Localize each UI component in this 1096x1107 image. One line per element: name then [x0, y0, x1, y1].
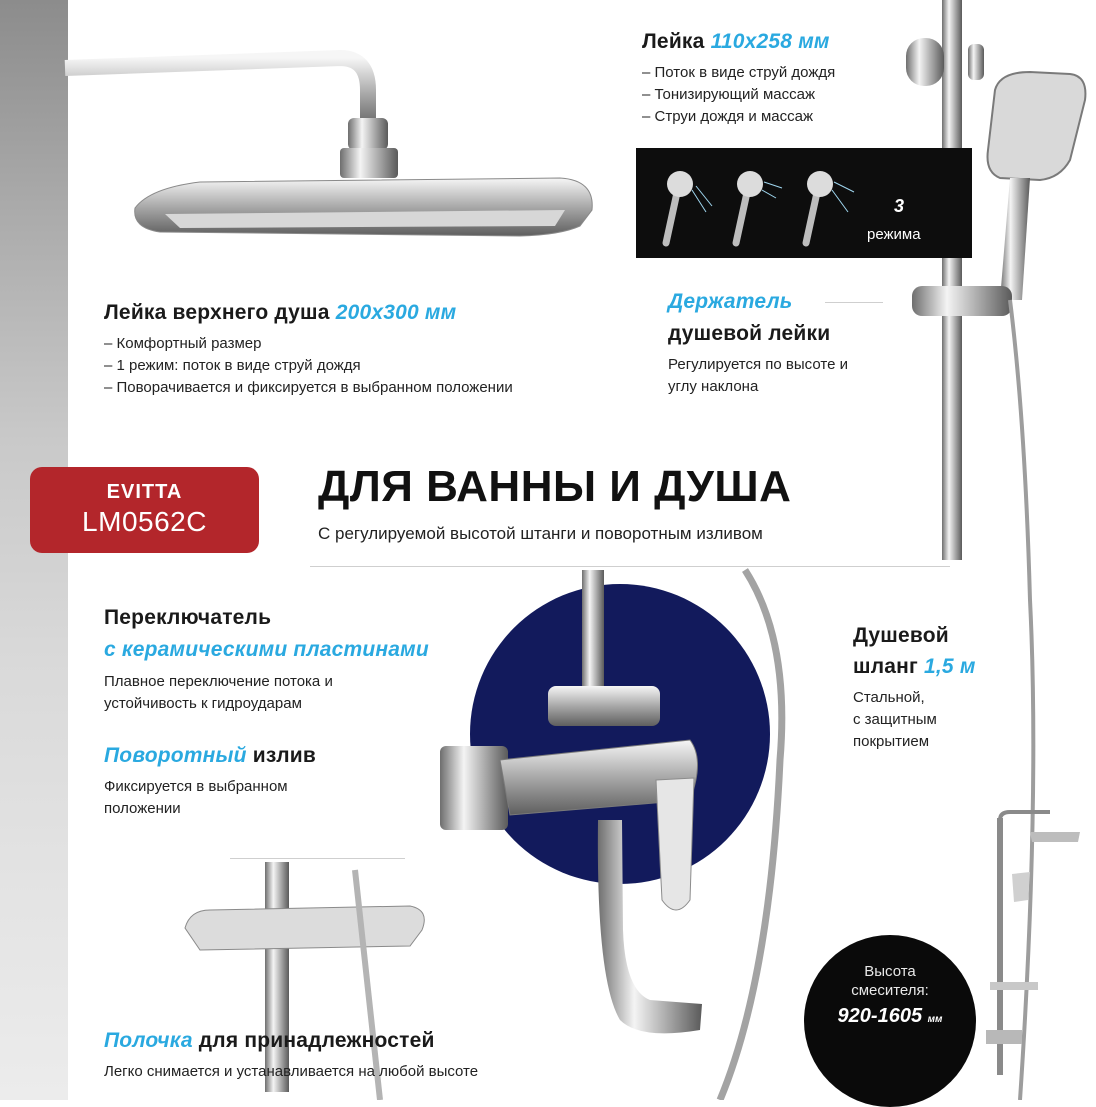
height-value-row: [804, 1005, 976, 1028]
wall-flange: [440, 746, 508, 830]
overhead-arm: [65, 58, 368, 130]
spout-desc-line: положении: [104, 800, 181, 817]
headline-divider: [310, 566, 950, 567]
accessory-shelf: [185, 906, 424, 950]
hose-length: 1,5 м: [924, 655, 976, 678]
holder-title: душевой лейки: [668, 322, 831, 345]
spout-desc-line: Фиксируется в выбранном: [104, 778, 288, 795]
modes-label: режима: [867, 226, 921, 243]
holder-divider: [825, 302, 883, 303]
switch-title: Переключатель: [104, 606, 272, 629]
holder-description: [668, 354, 848, 398]
hand-shower-features: [642, 62, 835, 128]
modes-count: 3: [894, 196, 905, 216]
shelf-title-accent: Полочка: [104, 1029, 193, 1052]
head-shower-size: 200x300 мм: [335, 301, 457, 324]
hose-desc-line: с защитным: [853, 711, 937, 728]
switch-desc-line: Плавное переключение потока и: [104, 673, 333, 690]
height-label-1: Высота: [864, 963, 916, 980]
head-shower-title-text: Лейка верхнего душа: [104, 301, 330, 324]
model-number: LM0562C: [82, 506, 207, 537]
height-value: 920-1605: [837, 1005, 923, 1027]
hose-title-line1: Душевой: [853, 624, 949, 647]
head-shower-title: [104, 301, 456, 325]
shelf-description: Легко снимается и устанавливается на любой высоте: [104, 1063, 479, 1080]
shelf-title: [104, 1029, 435, 1053]
shelf-title-text: для принадлежностей: [198, 1029, 435, 1052]
height-badge: [804, 935, 976, 1107]
feature-item: – 1 режим: поток в виде струй дождя: [104, 357, 361, 374]
feature-item: – Поток в виде струй дождя: [642, 64, 836, 81]
page-title: ДЛЯ ВАННЫ И ДУША: [318, 462, 792, 511]
height-label-2: смесителя:: [851, 982, 929, 999]
feature-item: – Комфортный размер: [104, 335, 262, 352]
spout-description: [104, 776, 288, 820]
hand-shower-title: [642, 30, 830, 54]
shelf-divider: [230, 858, 405, 859]
hose-desc-line: покрытием: [853, 733, 930, 750]
hand-shower-title-text: Лейка: [642, 30, 705, 53]
height-unit: мм: [927, 1014, 943, 1025]
spout-title-text: излив: [252, 744, 316, 767]
shower-holder: [912, 286, 1012, 316]
mixer-lever: [656, 778, 694, 910]
feature-item: – Тонизирующий массаж: [642, 86, 815, 103]
holder-title-accent: Держатель: [668, 290, 793, 313]
brand-badge: [30, 467, 259, 553]
head-shower-features: [104, 333, 513, 399]
diverter-switch: [548, 686, 660, 726]
hose-title-line2: [853, 655, 976, 679]
hand-shower-size: 110x258 мм: [710, 30, 830, 53]
switch-desc-line: устойчивость к гидроударам: [104, 695, 302, 712]
switch-description: [104, 671, 333, 715]
page-subtitle: С регулируемой высотой штанги и поворотным изливом: [318, 524, 763, 543]
spout-title: [104, 744, 316, 768]
feature-item: – Поворачивается и фиксируется в выбранном положении: [104, 379, 513, 396]
hose-title-text: шланг: [853, 655, 918, 678]
holder-desc-line: Регулируется по высоте и: [668, 356, 848, 373]
spray-modes-icons: [636, 148, 972, 258]
feature-item: – Струи дождя и массаж: [642, 108, 814, 125]
shower-hose: [720, 570, 782, 1100]
brand-name: EVITTA: [106, 481, 183, 503]
riser-bar: [942, 0, 962, 560]
arm-joint: [348, 118, 388, 150]
hose-desc-line: Стальной,: [853, 689, 925, 706]
spout-title-accent: Поворотный: [104, 744, 247, 767]
holder-desc-line: углу наклона: [668, 378, 759, 395]
hose-description: [853, 687, 937, 753]
switch-title-accent: с керамическими пластинами: [104, 638, 429, 661]
hand-shower-head: [988, 72, 1086, 180]
